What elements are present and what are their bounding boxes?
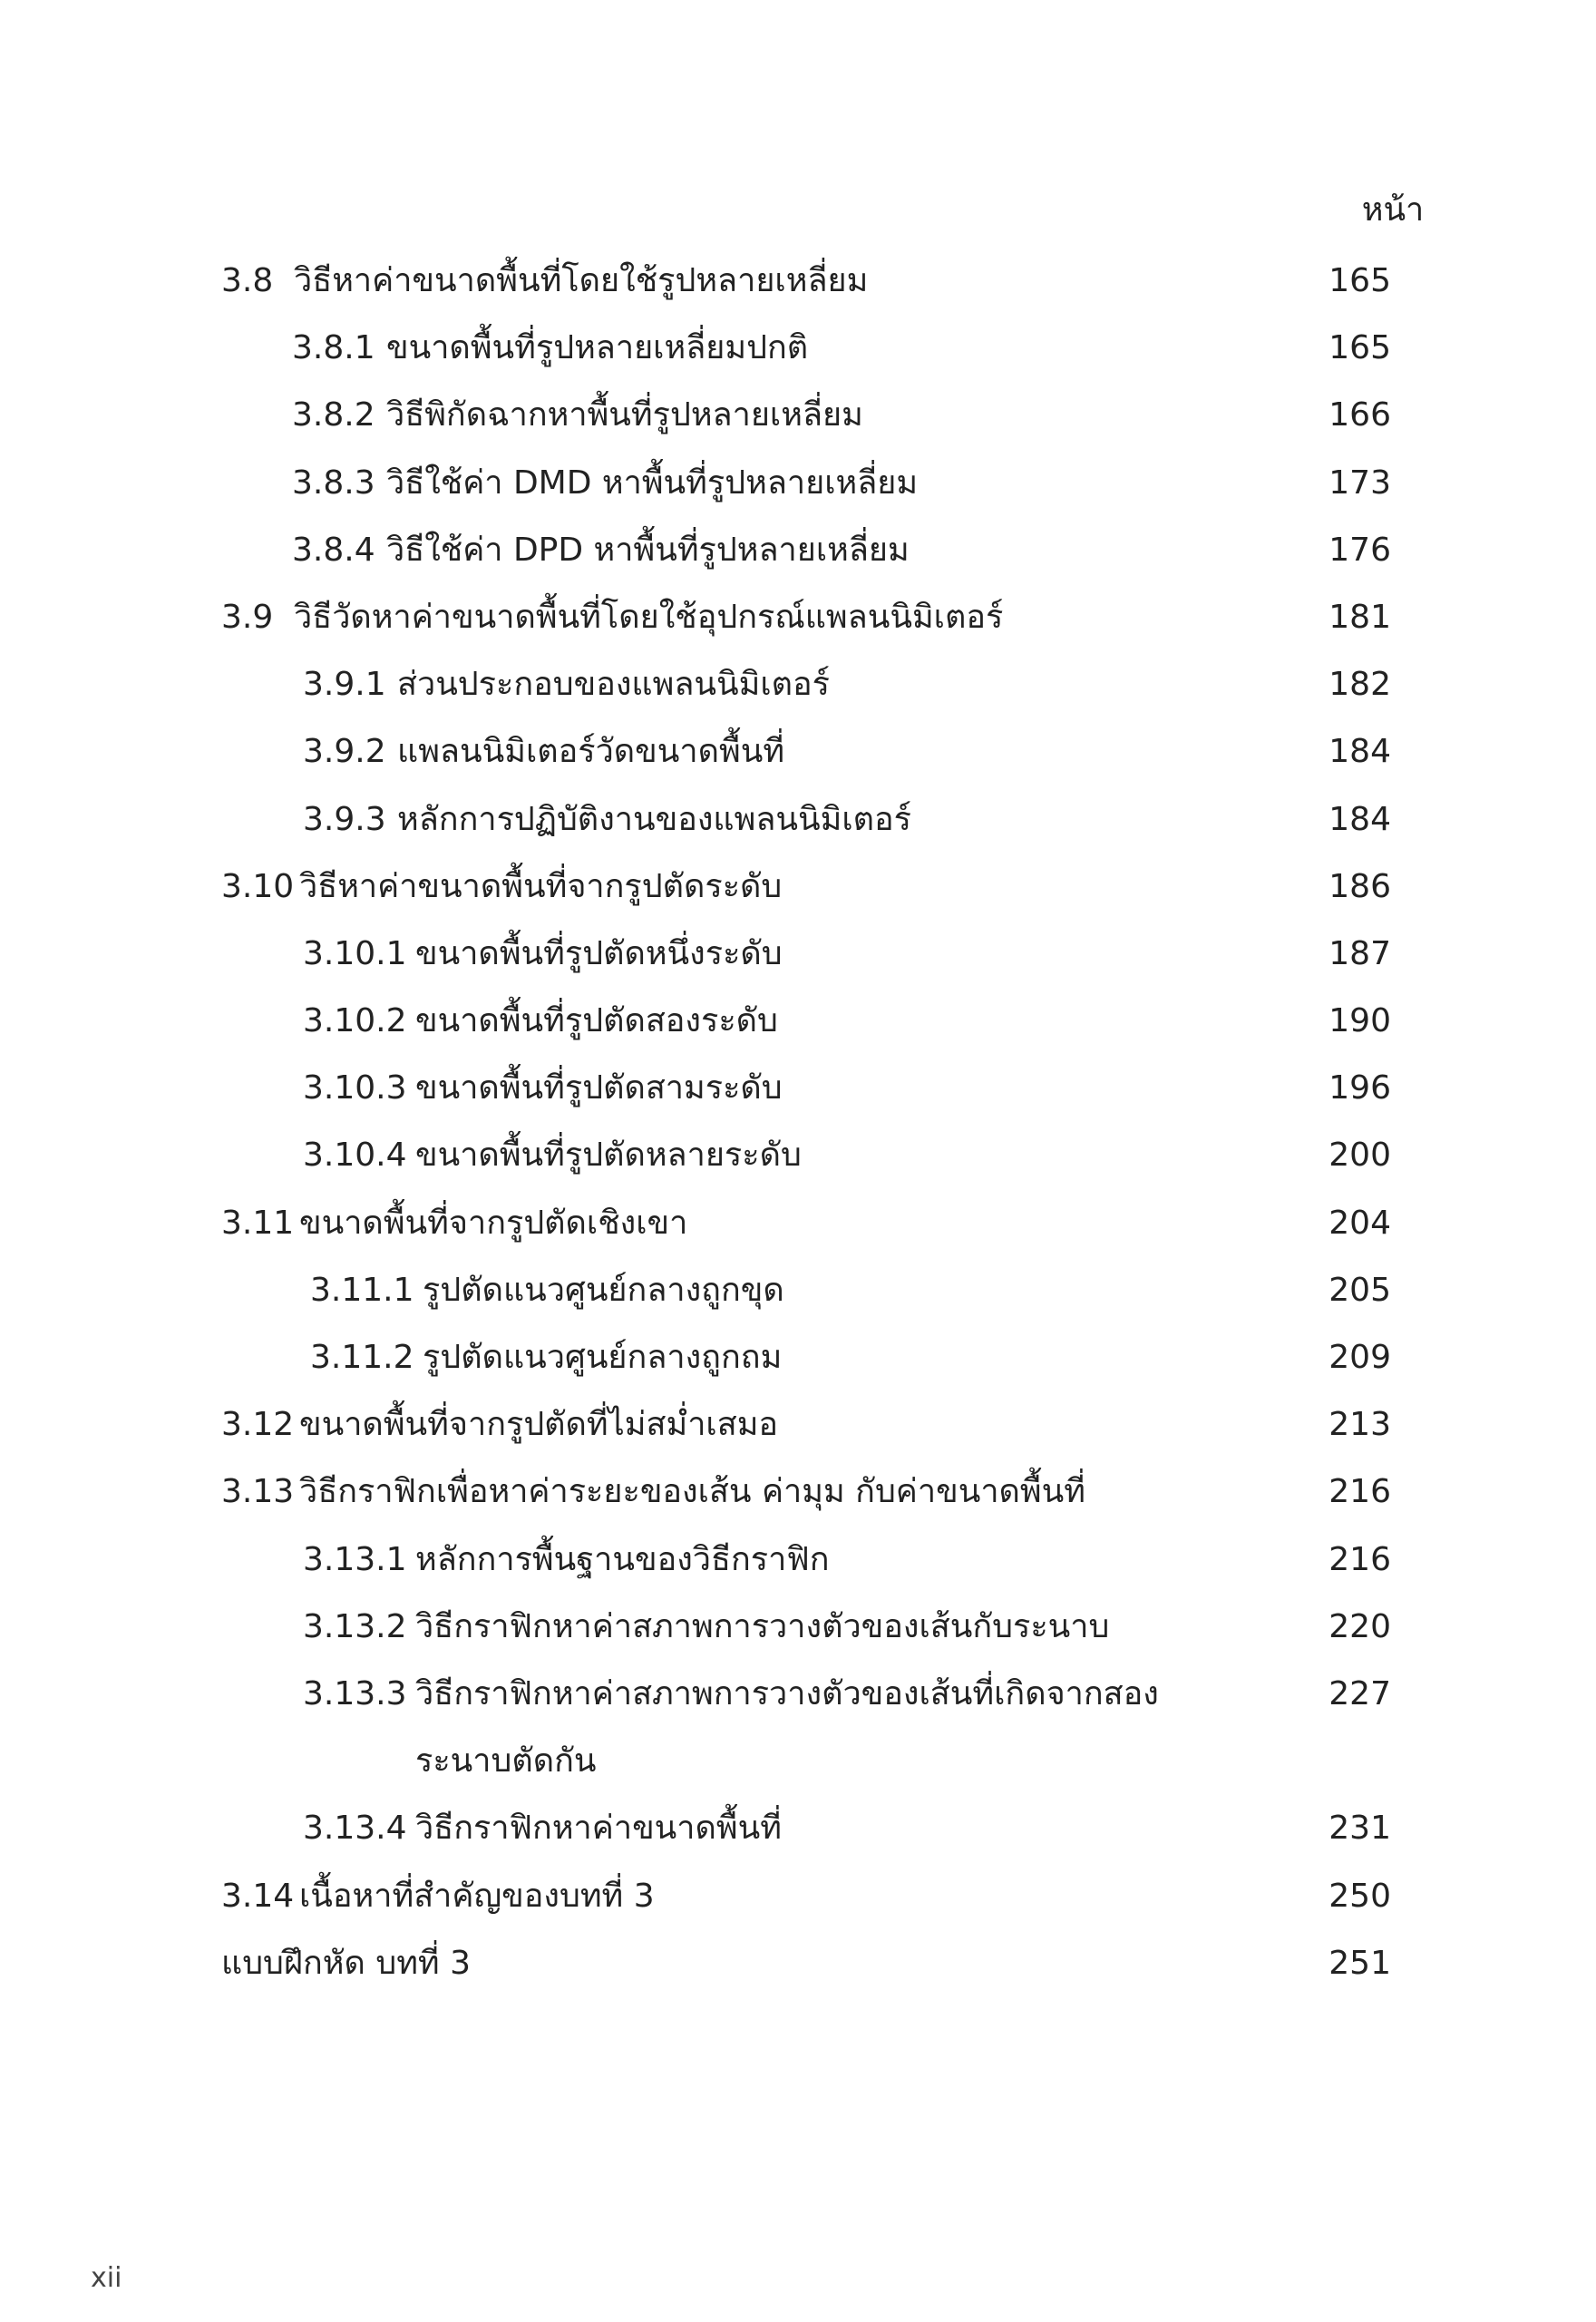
page-number: 181: [1328, 598, 1391, 636]
page-number: 220: [1328, 1607, 1391, 1645]
folio-page-number: xii: [91, 2262, 122, 2294]
section-number: 3.13.2: [303, 1607, 407, 1645]
toc-entry-3-10-3[interactable]: [221, 1059, 1391, 1127]
section-number: 3.9.3: [303, 800, 386, 838]
section-title: แพลนนิมิเตอร์วัดขนาดพื้นที่: [397, 733, 785, 771]
page-number: 184: [1328, 733, 1391, 771]
toc-entry-exercises[interactable]: [221, 1935, 1391, 2002]
toc-entry-3-10-2[interactable]: [221, 992, 1391, 1059]
toc-entry-3-8[interactable]: [221, 252, 1391, 319]
section-title: วิธีใช้ค่า DPD หาพื้นที่รูปหลายเหลี่ยม: [386, 531, 910, 569]
toc-entry-3-11[interactable]: [221, 1195, 1391, 1262]
toc-entry-3-8-2[interactable]: [221, 386, 1391, 454]
section-number: 3.12: [221, 1406, 295, 1444]
section-number: 3.8.4: [292, 531, 375, 569]
toc-entry-3-13-3-continued[interactable]: [221, 1732, 1391, 1800]
page-number: 209: [1328, 1339, 1391, 1376]
section-number: 3.13.1: [303, 1540, 407, 1578]
page-number: 186: [1328, 867, 1391, 905]
section-title: ขนาดพื้นที่รูปตัดสามระดับ: [415, 1069, 783, 1107]
section-title: แบบฝึกหัด บทที่ 3: [221, 1944, 472, 1982]
toc-entry-3-9-2[interactable]: [221, 723, 1391, 790]
section-number: 3.10.2: [303, 1002, 407, 1040]
toc-entry-3-14[interactable]: [221, 1868, 1391, 1935]
section-number: 3.9.2: [303, 733, 386, 771]
page-number: 184: [1328, 800, 1391, 838]
section-number: 3.10: [221, 867, 295, 905]
section-title: ขนาดพื้นที่รูปตัดสองระดับ: [415, 1002, 778, 1040]
page-number: 216: [1328, 1473, 1391, 1511]
toc-entry-3-11-2[interactable]: [221, 1329, 1391, 1396]
section-title: ขนาดพื้นที่รูปหลายเหลี่ยมปกติ: [386, 329, 809, 367]
page-number: 190: [1328, 1002, 1391, 1040]
page-number: 213: [1328, 1406, 1391, 1444]
page-number: 165: [1328, 329, 1391, 367]
section-number: 3.8: [221, 262, 274, 299]
section-number: 3.13.4: [303, 1810, 407, 1848]
page-number: 173: [1328, 463, 1391, 502]
section-number: 3.13.3: [303, 1674, 407, 1712]
page-number: 205: [1328, 1271, 1391, 1309]
toc-entry-3-9-3[interactable]: [221, 791, 1391, 858]
section-title: ขนาดพื้นที่รูปตัดหลายระดับ: [415, 1137, 802, 1175]
section-title: รูปตัดแนวศูนย์กลางถูกขุด: [423, 1271, 784, 1309]
toc-entry-3-10-1[interactable]: [221, 925, 1391, 992]
section-number: 3.13: [221, 1473, 295, 1511]
section-title: รูปตัดแนวศูนย์กลางถูกถม: [423, 1339, 783, 1376]
section-title: ขนาดพื้นที่จากรูปตัดที่ไม่สม่ำเสมอ: [299, 1406, 779, 1444]
toc-entry-3-13-2[interactable]: [221, 1598, 1391, 1665]
section-title: วิธีกราฟิกหาค่าสภาพการวางตัวของเส้นที่เกิดจากสอง: [415, 1674, 1159, 1712]
page-number: 227: [1328, 1674, 1391, 1712]
section-title: วิธีวัดหาค่าขนาดพื้นที่โดยใช้อุปกรณ์แพลนนิมิเตอร์: [294, 598, 1004, 636]
page-number: 250: [1328, 1877, 1391, 1915]
toc-entry-3-8-1[interactable]: [221, 319, 1391, 386]
toc-entry-3-8-3[interactable]: [221, 454, 1391, 522]
page-number: 165: [1328, 262, 1391, 299]
section-number: 3.8.3: [292, 463, 375, 502]
section-title: วิธีหาค่าขนาดพื้นที่จากรูปตัดระดับ: [299, 867, 783, 905]
toc-entry-3-10-4[interactable]: [221, 1127, 1391, 1194]
section-number: 3.10.1: [303, 934, 407, 972]
section-title: ขนาดพื้นที่จากรูปตัดเชิงเขา: [299, 1204, 688, 1242]
toc-entry-3-13-4[interactable]: [221, 1800, 1391, 1867]
section-number: 3.10.4: [303, 1137, 407, 1175]
section-title: หลักการพื้นฐานของวิธีกราฟิก: [415, 1540, 830, 1578]
section-number: 3.10.3: [303, 1069, 407, 1107]
section-title: ขนาดพื้นที่รูปตัดหนึ่งระดับ: [415, 934, 783, 972]
page-number: 200: [1328, 1137, 1391, 1175]
section-title: วิธีพิกัดฉากหาพื้นที่รูปหลายเหลี่ยม: [386, 396, 863, 434]
section-title: เนื้อหาที่สำคัญของบทที่ 3: [299, 1877, 655, 1915]
section-title: หลักการปฏิบัติงานของแพลนนิมิเตอร์: [397, 800, 911, 838]
section-title: วิธีใช้ค่า DMD หาพื้นที่รูปหลายเหลี่ยม: [386, 463, 919, 502]
page-number: 196: [1328, 1069, 1391, 1107]
page-column-header: หน้า: [1361, 191, 1425, 229]
section-number: 3.11.2: [310, 1339, 414, 1376]
toc-entry-3-10[interactable]: [221, 858, 1391, 925]
toc-entry-3-13[interactable]: [221, 1463, 1391, 1530]
page-number: 251: [1328, 1944, 1391, 1982]
toc-entry-3-11-1[interactable]: [221, 1262, 1391, 1329]
section-number: 3.14: [221, 1877, 295, 1915]
toc-entry-3-12[interactable]: [221, 1396, 1391, 1463]
section-title: วิธีกราฟิกเพื่อหาค่าระยะของเส้น ค่ามุม กับค่าขนาดพื้นที่: [299, 1473, 1085, 1511]
toc-entry-3-13-1[interactable]: [221, 1531, 1391, 1598]
page-number: 182: [1328, 666, 1391, 704]
page-number: 216: [1328, 1540, 1391, 1578]
section-number: 3.11: [221, 1204, 295, 1242]
page-number: 176: [1328, 531, 1391, 569]
toc-entry-3-9-1[interactable]: [221, 656, 1391, 723]
page-number: 187: [1328, 934, 1391, 972]
section-title: วิธีกราฟิกหาค่าสภาพการวางตัวของเส้นกับระนาบ: [415, 1607, 1110, 1645]
section-title: วิธีกราฟิกหาค่าขนาดพื้นที่: [415, 1810, 782, 1848]
toc-entry-3-9[interactable]: [221, 589, 1391, 656]
section-number: 3.8.1: [292, 329, 375, 367]
table-of-contents: [221, 252, 1391, 2002]
section-title: วิธีหาค่าขนาดพื้นที่โดยใช้รูปหลายเหลี่ยม: [294, 262, 869, 299]
page-number: 204: [1328, 1204, 1391, 1242]
section-number: 3.8.2: [292, 396, 375, 434]
section-number: 3.9.1: [303, 666, 386, 704]
toc-entry-3-13-3[interactable]: [221, 1665, 1391, 1732]
page-number: 231: [1328, 1810, 1391, 1848]
section-title: ส่วนประกอบของแพลนนิมิเตอร์: [397, 666, 830, 704]
page-number: 166: [1328, 396, 1391, 434]
section-number: 3.11.1: [310, 1271, 414, 1309]
toc-entry-3-8-4[interactable]: [221, 522, 1391, 589]
section-number: 3.9: [221, 598, 274, 636]
section-title-continued: ระนาบตัดกัน: [415, 1742, 597, 1781]
